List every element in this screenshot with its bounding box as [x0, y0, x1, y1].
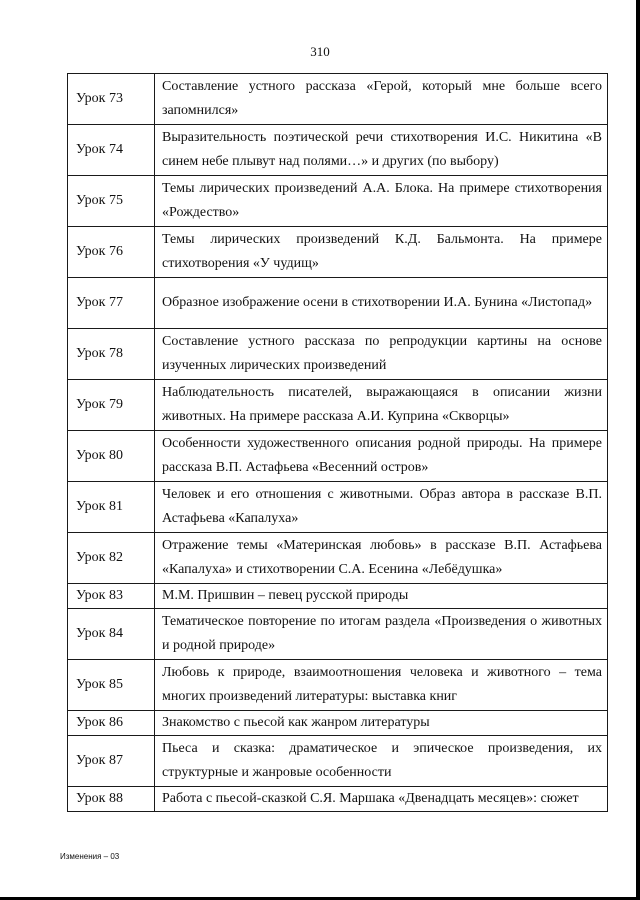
table-row [68, 609, 608, 660]
lesson-topic: Составление устного рассказа по репродукции картины на основе изученных лирических произведений [155, 329, 608, 380]
lesson-topic: Особенности художественного описания родной природы. На примере рассказа В.П. Астафьева «Весенний остров» [155, 431, 608, 482]
lesson-topic: Отражение темы «Материнская любовь» в рассказе В.П. Астафьева «Капалуха» и стихотворении С.А. Есенина «Лебёдушка» [155, 533, 608, 584]
table-row [68, 660, 608, 711]
lesson-topic: Составление устного рассказа «Герой, который мне больше всего запомнился» [155, 74, 608, 125]
lesson-number: Урок 73 [68, 74, 155, 125]
lesson-number: Урок 80 [68, 431, 155, 482]
lesson-number: Урок 81 [68, 482, 155, 533]
lesson-topic: Тематическое повторение по итогам раздела «Произведения о животных и родной природе» [155, 609, 608, 660]
table-row [68, 125, 608, 176]
lesson-number: Урок 76 [68, 227, 155, 278]
scan-edge-right [636, 0, 640, 900]
lesson-number: Урок 86 [68, 711, 155, 736]
table-row [68, 380, 608, 431]
lesson-number: Урок 87 [68, 736, 155, 787]
table-row [68, 711, 608, 736]
lesson-number: Урок 75 [68, 176, 155, 227]
lesson-number: Урок 83 [68, 584, 155, 609]
lesson-number: Урок 82 [68, 533, 155, 584]
table-row [68, 227, 608, 278]
table-row [68, 176, 608, 227]
lesson-number: Урок 74 [68, 125, 155, 176]
lesson-topic: Темы лирических произведений К.Д. Бальмонта. На примере стихотворения «У чудищ» [155, 227, 608, 278]
lesson-number: Урок 84 [68, 609, 155, 660]
lesson-topic: Человек и его отношения с животными. Образ автора в рассказе В.П. Астафьева «Капалуха» [155, 482, 608, 533]
lesson-number: Урок 85 [68, 660, 155, 711]
lesson-topic: М.М. Пришвин – певец русской природы [155, 584, 608, 609]
table-row [68, 533, 608, 584]
table-row [68, 278, 608, 329]
lesson-topic: Наблюдательность писателей, выражающаяся в описании жизни животных. На примере рассказа А.И. Куприна «Скворцы» [155, 380, 608, 431]
lesson-number: Урок 88 [68, 787, 155, 812]
table-row [68, 736, 608, 787]
table-row [68, 482, 608, 533]
lesson-topic: Любовь к природе, взаимоотношения человека и животного – тема многих произведений литературы: выставка книг [155, 660, 608, 711]
lesson-topic: Образное изображение осени в стихотворении И.А. Бунина «Листопад» [155, 278, 608, 329]
lesson-topic: Работа с пьесой-сказкой С.Я. Маршака «Двенадцать месяцев»: сюжет [155, 787, 608, 812]
lesson-number: Урок 77 [68, 278, 155, 329]
table-row [68, 584, 608, 609]
lesson-topic: Темы лирических произведений А.А. Блока. На примере стихотворения «Рождество» [155, 176, 608, 227]
lesson-number: Урок 78 [68, 329, 155, 380]
lesson-topic: Знакомство с пьесой как жанром литературы [155, 711, 608, 736]
page-number: 310 [310, 44, 330, 59]
lesson-topic: Выразительность поэтической речи стихотворения И.С. Никитина «В синем небе плывут над полями…» и других (по выбору) [155, 125, 608, 176]
lesson-number: Урок 79 [68, 380, 155, 431]
lesson-topic: Пьеса и сказка: драматическое и эпическое произведения, их структурные и жанровые особенности [155, 736, 608, 787]
revision-footer: Изменения – 03 [60, 852, 120, 861]
lesson-plan-table [67, 73, 608, 812]
table-row [68, 787, 608, 812]
table-row [68, 431, 608, 482]
table-row [68, 74, 608, 125]
table-row [68, 329, 608, 380]
